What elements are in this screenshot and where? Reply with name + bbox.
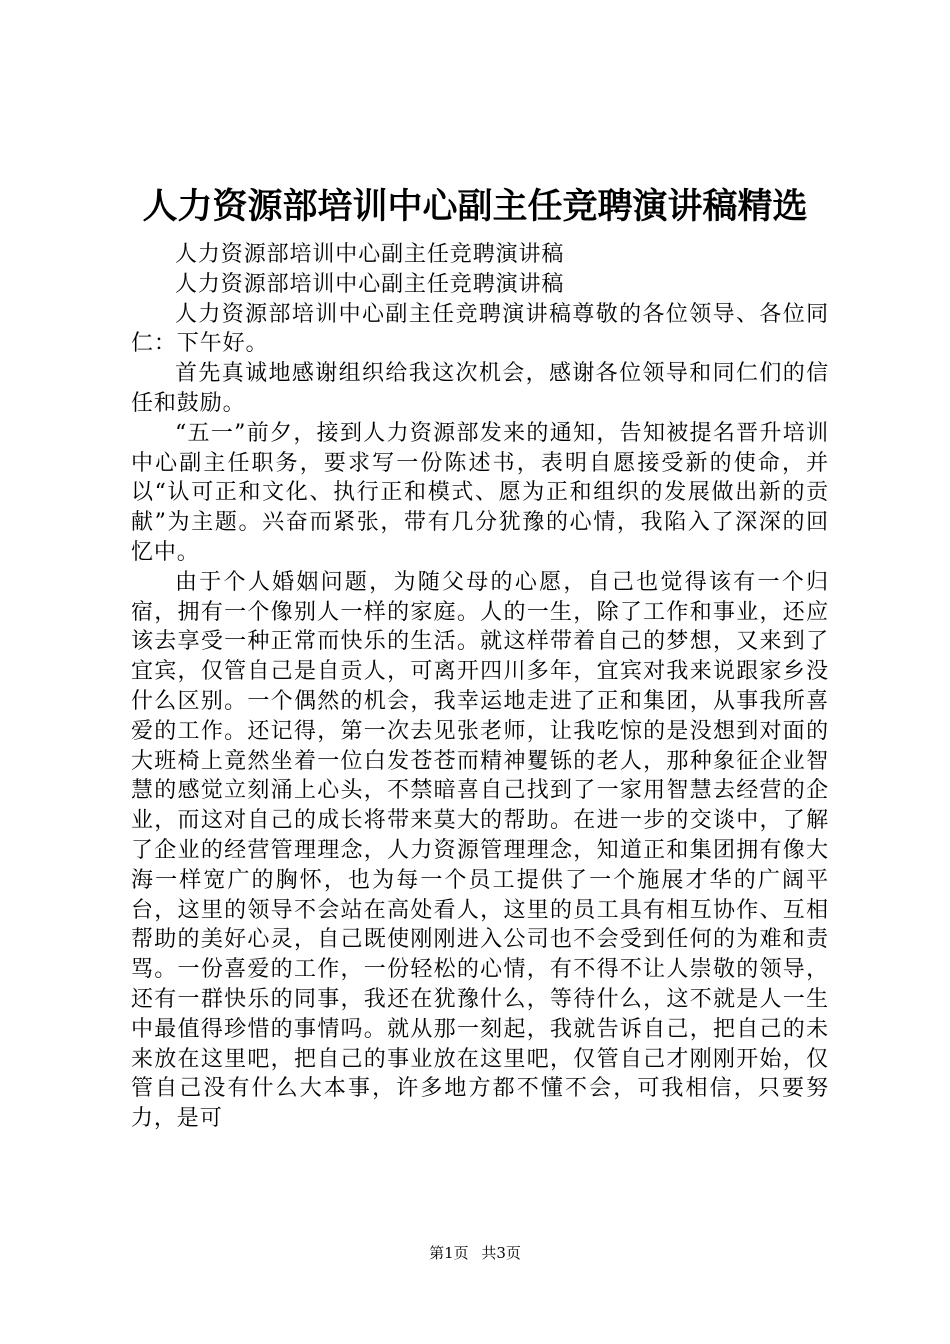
paragraph: 首先真诚地感谢组织给我这次机会，感谢各位领导和同仁们的信任和鼓励。 xyxy=(131,361,829,416)
paragraph: 由于个人婚姻问题，为随父母的心愿，自己也觉得该有一个归宿，拥有一个像别人一样的家庭。人的一生，除了工作和事业，还应该去享受一种正常而快乐的生活。就这样带着自己的梦想，又来到了宜宾，仅管自己是自贡人，可离开四川多年，宜宾对我来说跟家乡没什么区别。一个偶然的机会，我幸运地走进了正和集团，从事我所喜爱的工作。还记得，第一次去见张老师，让我吃惊的是没想到对面的大班椅上竟然坐着一位白发苍苍而精神矍铄的老人，那种象征企业智慧的感觉立刻涌上心头，不禁暗喜自己找到了一家用智慧去经营的企业，而这对自己的成长将带来莫大的帮助。在进一步的交谈中，了解了企业的经营管理理念，人力资源管理理念，知道正和集团拥有像大海一样宽广的胸怀，也为每一个员工提供了一个施展才华的广阔平台，这里的领导不会站在高处看人，这里的员工具有相互协作、互相帮助的美好心灵，自己既使刚刚进入公司也不会受到任何的为难和责骂。一份喜爱的工作，一份轻松的心情，有不得不让人崇敬的领导，还有一群快乐的同事，我还在犹豫什么，等待什么，这不就是人一生中最值得珍惜的事情吗。就从那一刻起，我就告诉自己，把自己的未来放在这里吧，把自己的事业放在这里吧，仅管自己才刚刚开始，仅管自己没有什么大本事，许多地方都不懂不会，可我相信，只要努力，是可 xyxy=(131,569,829,1132)
document-body xyxy=(131,240,829,1134)
document-title: 人力资源部培训中心副主任竞聘演讲稿精选 xyxy=(142,186,808,227)
paragraph: 人力资源部培训中心副主任竞聘演讲稿尊敬的各位领导、各位同仁：下午好。 xyxy=(131,301,829,357)
page-number: 第1页 xyxy=(429,1244,469,1262)
paragraph: 人力资源部培训中心副主任竞聘演讲稿 xyxy=(175,271,565,297)
page-total: 共3页 xyxy=(481,1244,521,1262)
paragraph: “五一”前夕，接到人力资源部发来的通知，告知被提名晋升培训中心副主任职务，要求写一份陈述书，表明自愿接受新的使命，并以“认可正和文化、执行正和模式、愿为正和组织的发展做出新的贡献”为主题。兴奋而紧张，带有几分犹豫的心情，我陷入了深深的回忆中。 xyxy=(131,420,829,565)
page-footer xyxy=(0,1243,950,1263)
paragraph: 人力资源部培训中心副主任竞聘演讲稿 xyxy=(175,242,565,267)
